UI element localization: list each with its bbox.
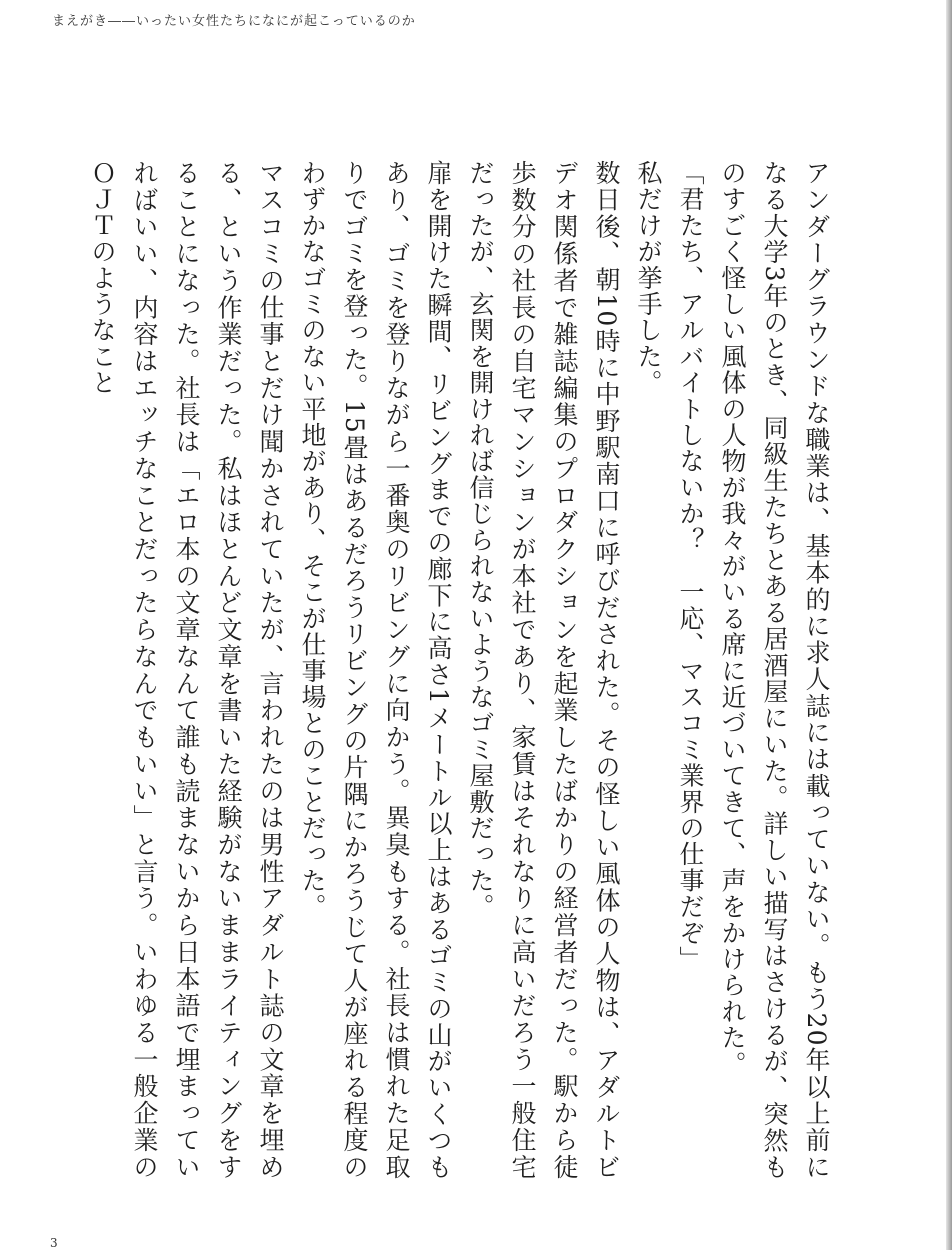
paragraph: 扉を開けた瞬間、リビングまでの廊下に高さ1メートル以上はあるゴミの山がいくつもあり、ゴミを登りながら一番奥のリビングに向かう。異臭もする。社長は慣れた足取りでゴミを登った。15畳はあるだろうリビングの片隅にかろうじて人が座れる程度のわずかなゴミのない平地があり、そこが仕事場とのことだった。: [298, 160, 453, 1180]
paragraph: マスコミの仕事とだけ聞かされていたが、言われたのは男性アダルト誌の文章を埋める、という作業だった。私はほとんど文章を書いた経験がないままライティングをすることになった。社長は「エロ本の文章なんて誰も読まないから日本語で埋まっていればいい、内容はエッチなことだったらなんでもいい」と言う。いわゆる一般企業のＯＪＴのようなこと: [88, 160, 285, 1180]
page-number: 3: [50, 1236, 58, 1250]
paragraph: 数日後、朝10時に中野駅南口に呼びだされた。その怪しい風体の人物は、アダルトビデオ関係者で雑誌編集のプロダクションを起業したばかりの経営者だった。駅から徒歩数分の社長の自宅マンションが本社であり、家賃はそれなりに高いだろう一般住宅だったが、玄関を開ければ信じられないようなゴミ屋敷だった。: [466, 160, 621, 1180]
paragraph: 私だけが挙手した。: [634, 160, 663, 396]
vertical-body-text: [88, 160, 837, 1180]
paragraph: アンダーグラウンドな職業は、基本的に求人誌には載っていない。もう20年以上前になる大学3年のとき、同級生たちとある居酒屋にいた。詳しい描写はさけるが、突然ものすごく怪しい風体の人物が我々がいる席に近づいてきて、声をかけられた。: [718, 160, 831, 1180]
page-edge-shadow: [946, 0, 952, 1250]
paragraph: 「君たち、アルバイトしないか？ 一応、マスコミ業界の仕事だぞ」: [676, 160, 705, 973]
running-head: まえがき――いったい女性たちになにが起こっているのか: [52, 14, 416, 29]
